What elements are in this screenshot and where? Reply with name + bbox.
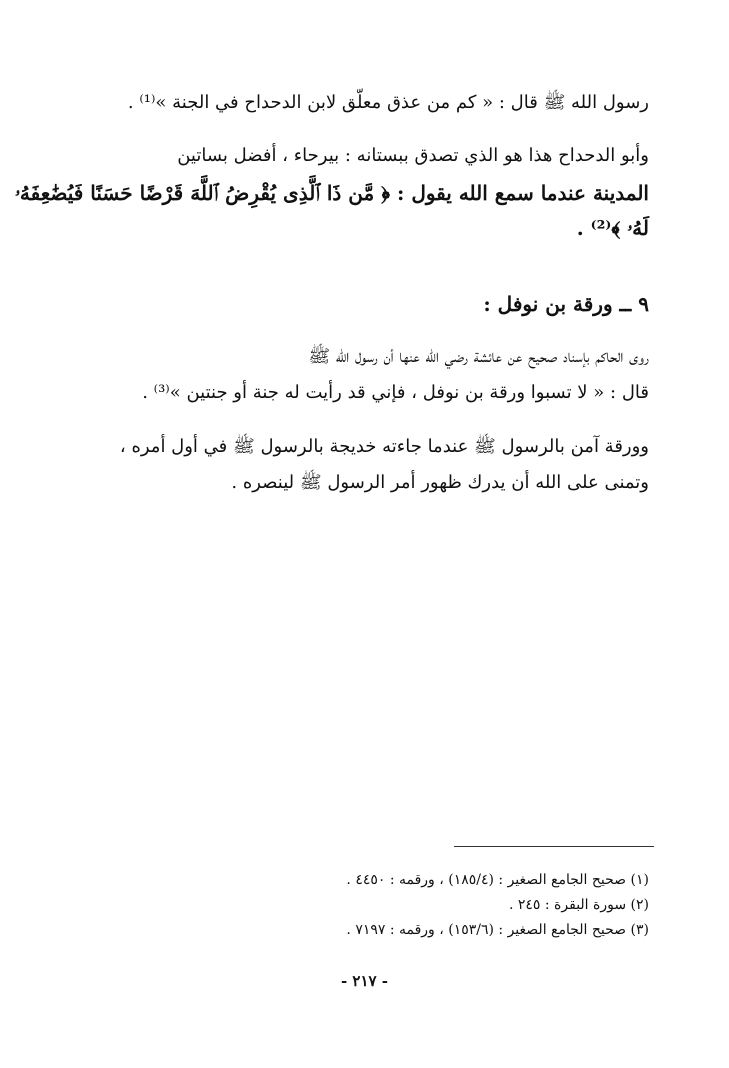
paragraph-line: وتمنى على الله أن يدرك ظهور أمر الرسول ﷺ لينصره . [231, 472, 649, 493]
footnote: (٢) سورة البقرة : ٢٤٥ . [508, 897, 649, 913]
paragraph-line: قال : « لا تسبوا ورقة بن نوفل ، فإني قد رأيت له جنة أو جنتين »⁽³⁾ . [142, 382, 649, 403]
paragraph-line: روى الحاكم بإسناد صحيح عن عائشة رضي الله عنها أن رسول الله ﷺ [308, 346, 649, 367]
section-heading: ٩ ــ ورقة بن نوفل : [483, 292, 649, 316]
paragraph-line: وورقة آمن بالرسول ﷺ عندما جاءته خديجة بالرسول ﷺ في أول أمره ، [119, 436, 649, 457]
footnote: (١) صحيح الجامع الصغير : (١٨٥/٤) ، ورقمه : ٤٤٥٠ . [346, 872, 649, 888]
paragraph-line: رسول الله ﷺ قال : « كم من عذق معلّق لابن الدحداح في الجنة »⁽¹⁾ . [127, 92, 649, 113]
footnote: (٣) صحيح الجامع الصغير : (١٥٣/٦) ، ورقمه : ٧١٩٧ . [346, 922, 649, 938]
page-number: - ٢١٧ - [340, 972, 389, 990]
quran-verse-line: لَهُۥ ﴾⁽²⁾ . [576, 216, 649, 240]
quran-verse-line: المدينة عندما سمع الله يقول : ﴿ مَّن ذَا ٱلَّذِى يُقْرِضُ ٱللَّهَ قَرْضًا حَسَنًا فَيُضَٰعِفَهُۥ [14, 181, 649, 205]
paragraph-line: وأبو الدحداح هذا هو الذي تصدق ببستانه : بيرحاء ، أفضل بساتين [177, 145, 649, 166]
footnote-divider [454, 846, 654, 847]
